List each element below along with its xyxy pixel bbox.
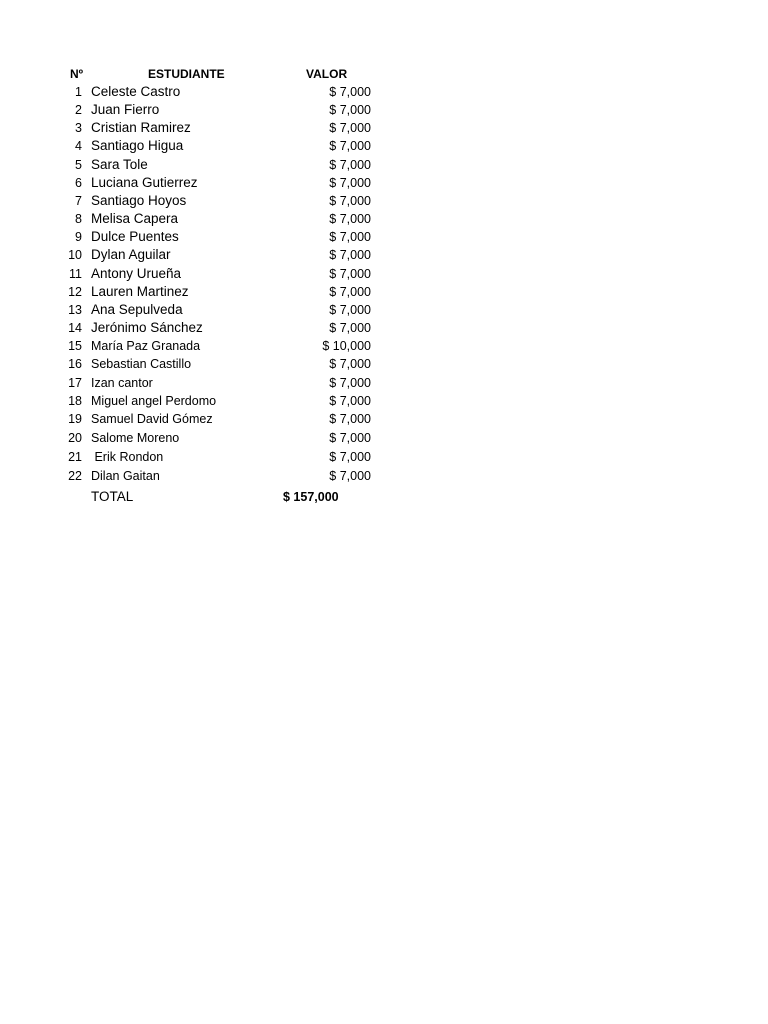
row-value: $ 7,000 <box>329 230 371 244</box>
row-number: 16 <box>68 357 82 371</box>
row-value: $ 7,000 <box>329 176 371 190</box>
student-name: Santiago Hoyos <box>91 193 187 208</box>
table-row <box>0 467 400 485</box>
row-number: 3 <box>75 121 82 135</box>
row-number: 8 <box>75 212 82 226</box>
student-name: Antony Urueña <box>91 266 182 281</box>
student-name: Lauren Martinez <box>91 284 189 299</box>
row-value: $ 7,000 <box>329 412 371 426</box>
row-number: 2 <box>75 103 82 117</box>
student-name: Sara Tole <box>91 157 148 172</box>
table-row <box>0 283 400 301</box>
student-name: María Paz Granada <box>91 339 201 353</box>
row-value: $ 7,000 <box>329 357 371 371</box>
row-number: 6 <box>75 176 82 190</box>
table-row <box>0 174 400 192</box>
row-value: $ 7,000 <box>329 285 371 299</box>
table-row <box>0 392 400 410</box>
row-value: $ 7,000 <box>329 212 371 226</box>
table-row <box>0 319 400 337</box>
row-value: $ 7,000 <box>329 103 371 117</box>
row-value: $ 7,000 <box>329 376 371 390</box>
table-row <box>0 156 400 174</box>
table-row <box>0 101 400 119</box>
student-name: Luciana Gutierrez <box>91 175 198 190</box>
row-number: 19 <box>68 412 82 426</box>
row-value: $ 7,000 <box>329 85 371 99</box>
row-number: 20 <box>68 431 82 445</box>
row-value: $ 7,000 <box>329 194 371 208</box>
student-name: Erik Rondon <box>91 450 164 464</box>
student-name: Ana Sepulveda <box>91 302 183 317</box>
row-value: $ 7,000 <box>329 431 371 445</box>
row-value: $ 7,000 <box>329 139 371 153</box>
table-row <box>0 265 400 283</box>
row-value: $ 7,000 <box>329 303 371 317</box>
row-number: 15 <box>68 339 82 353</box>
row-number: 14 <box>68 321 82 335</box>
header-value: VALOR <box>306 67 348 81</box>
row-number: 18 <box>68 394 82 408</box>
table-row <box>0 246 400 264</box>
student-name: Samuel David Gómez <box>91 412 213 426</box>
total-label: TOTAL <box>91 489 134 504</box>
row-value: $ 10,000 <box>322 339 371 353</box>
table-row <box>0 210 400 228</box>
row-number: 22 <box>68 469 82 483</box>
row-value: $ 7,000 <box>329 248 371 262</box>
table-row <box>0 410 400 428</box>
row-number: 1 <box>75 85 82 99</box>
table-row <box>0 83 400 101</box>
table-row <box>0 119 400 137</box>
row-number: 9 <box>75 230 82 244</box>
row-value: $ 7,000 <box>329 121 371 135</box>
student-name: Dilan Gaitan <box>91 469 160 483</box>
row-number: 4 <box>75 139 82 153</box>
row-number: 7 <box>75 194 82 208</box>
student-name: Salome Moreno <box>91 431 180 445</box>
table-row <box>0 448 400 466</box>
table-row <box>0 337 400 355</box>
row-value: $ 7,000 <box>329 267 371 281</box>
row-number: 5 <box>75 158 82 172</box>
table-row <box>0 192 400 210</box>
table-row <box>0 137 400 155</box>
row-value: $ 7,000 <box>329 158 371 172</box>
row-number: 10 <box>68 248 82 262</box>
table-row <box>0 301 400 319</box>
row-number: 21 <box>68 450 82 464</box>
student-name: Izan cantor <box>91 376 153 390</box>
row-value: $ 7,000 <box>329 321 371 335</box>
table-row <box>0 228 400 246</box>
header-number: Nº <box>70 67 84 81</box>
student-name: Melisa Capera <box>91 211 179 226</box>
row-value: $ 7,000 <box>329 469 371 483</box>
student-name: Sebastian Castillo <box>91 357 192 371</box>
student-name: Jerónimo Sánchez <box>91 320 203 335</box>
row-number: 11 <box>69 267 82 281</box>
header-student: ESTUDIANTE <box>148 67 225 81</box>
student-name: Cristian Ramirez <box>91 120 191 135</box>
student-name: Celeste Castro <box>91 84 181 99</box>
student-name: Juan Fierro <box>91 102 160 117</box>
row-number: 17 <box>68 376 82 390</box>
row-number: 13 <box>68 303 82 317</box>
table-row <box>0 355 400 373</box>
total-value: $ 157,000 <box>283 490 339 504</box>
row-value: $ 7,000 <box>329 394 371 408</box>
student-name: Santiago Higua <box>91 138 184 153</box>
table-row <box>0 429 400 447</box>
row-value: $ 7,000 <box>329 450 371 464</box>
row-number: 12 <box>68 285 82 299</box>
student-name: Miguel angel Perdomo <box>91 394 217 408</box>
student-name: Dylan Aguilar <box>91 247 171 262</box>
student-name: Dulce Puentes <box>91 229 179 244</box>
table-row <box>0 374 400 392</box>
